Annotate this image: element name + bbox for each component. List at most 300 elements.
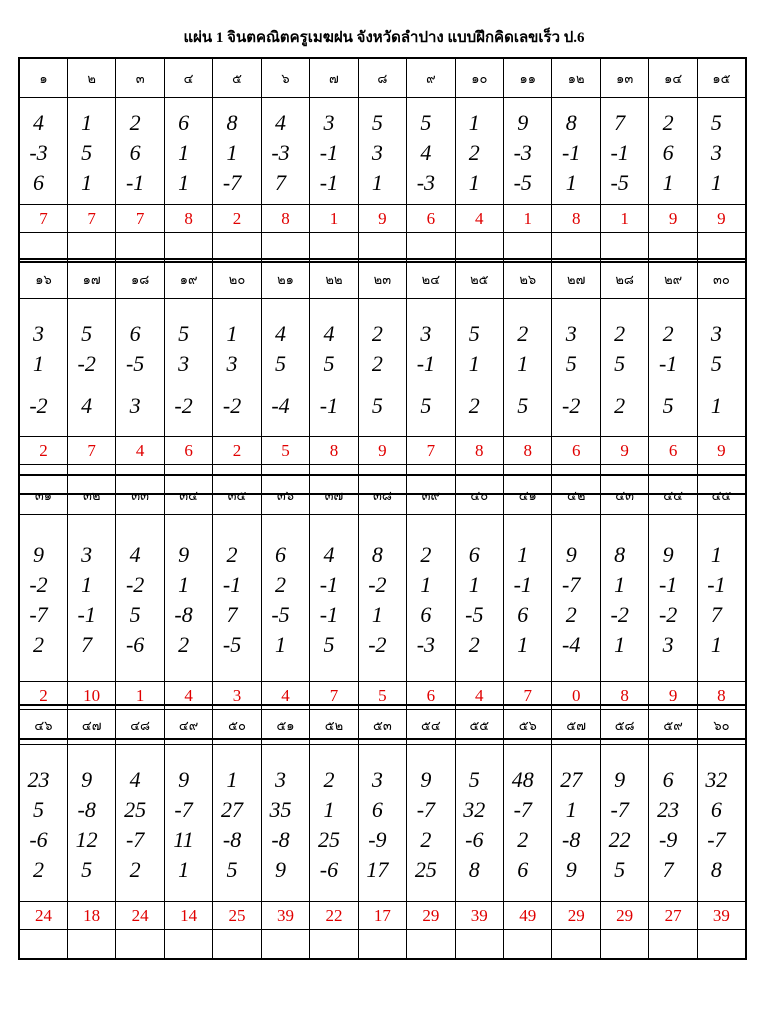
blank-cell: [310, 930, 358, 960]
operand: 9: [178, 767, 190, 792]
operand: 2: [662, 110, 674, 135]
numbers-row: [19, 299, 746, 437]
problem-number: ๓๗: [310, 475, 358, 515]
problem-number: ๔: [164, 58, 212, 98]
problem-number: ๕๓: [358, 705, 406, 745]
problem-numbers: [116, 299, 164, 437]
operand: -7: [29, 602, 48, 627]
operand: 2: [662, 320, 674, 346]
operand: 8: [468, 857, 480, 882]
operand: -8: [562, 827, 581, 852]
operand: 3: [662, 632, 674, 657]
answer: 7: [67, 205, 115, 233]
operand: -1: [319, 602, 339, 627]
operand: 5: [371, 392, 383, 418]
operand: 5: [565, 350, 577, 376]
problem-numbers: [358, 98, 406, 205]
operand: 6: [468, 542, 480, 567]
problem-numbers: [600, 299, 648, 437]
answer: 39: [697, 902, 746, 930]
operand: -2: [610, 602, 629, 627]
problem-number: ๕๒: [310, 705, 358, 745]
problem-numbers: [116, 98, 164, 205]
operand: 1: [710, 170, 722, 195]
problem-number: ๔๑: [504, 475, 552, 515]
operand: 5: [81, 140, 93, 165]
problem-numbers: [649, 299, 697, 437]
answer: 8: [310, 437, 358, 465]
problem-number: ๑๒: [552, 58, 600, 98]
answer: 3: [213, 682, 261, 710]
operand: 5: [468, 320, 480, 346]
operand: 1: [420, 572, 432, 597]
operand: -8: [174, 602, 193, 627]
operand: 3: [274, 767, 286, 792]
operand: 5: [323, 350, 335, 376]
problem-number: ๓๙: [407, 475, 455, 515]
operand: -3: [29, 140, 48, 165]
operand: 5: [710, 110, 722, 135]
operand: 25: [124, 797, 147, 822]
operand: 6: [129, 140, 141, 165]
problem-numbers: [407, 299, 455, 437]
operand: 11: [173, 827, 194, 852]
operand: 1: [468, 572, 480, 597]
problem-numbers: [213, 299, 261, 437]
answer: 8: [552, 205, 600, 233]
blank-cell: [455, 930, 503, 960]
blank-cell: [552, 930, 600, 960]
operand: -7: [125, 827, 145, 852]
problem-numbers: [649, 98, 697, 205]
problem-number: ๕๐: [213, 705, 261, 745]
operand: 7: [710, 602, 722, 627]
problem-numbers: [455, 745, 503, 902]
problem-numbers: [164, 299, 212, 437]
problem-numbers: [358, 515, 406, 682]
problem-numbers: [407, 515, 455, 682]
problem-numbers: [552, 515, 600, 682]
problem-number: ๓๔: [164, 475, 212, 515]
problem-number: ๔๒: [552, 475, 600, 515]
problem-numbers: [455, 515, 503, 682]
problem-numbers: [600, 98, 648, 205]
operand: -1: [707, 572, 726, 597]
operand: -2: [174, 392, 193, 418]
answer: 4: [261, 682, 309, 710]
operand: -9: [368, 827, 387, 852]
answer: 7: [67, 437, 115, 465]
problem-numbers: [67, 515, 115, 682]
operand: 5: [468, 767, 480, 792]
operand: 2: [420, 827, 432, 852]
operand: 2: [420, 542, 432, 567]
problem-numbers: [649, 515, 697, 682]
operand: 2: [129, 857, 141, 882]
operand: 4: [323, 542, 335, 567]
problem-number: ๒๙: [649, 259, 697, 299]
operand: -7: [562, 572, 581, 597]
operand: 9: [32, 542, 44, 567]
problem-number: ๑๖: [19, 259, 67, 299]
operand: 2: [178, 632, 190, 657]
operand: 3: [371, 140, 383, 165]
answer: 27: [649, 902, 697, 930]
operand: 2: [371, 350, 383, 376]
operand: 25: [317, 827, 340, 852]
problem-numbers: [310, 515, 358, 682]
operand: 4: [323, 320, 335, 346]
operand: 3: [323, 110, 335, 135]
operand: 1: [710, 632, 722, 657]
operand: 4: [129, 542, 141, 567]
problem-number: ๖: [261, 58, 309, 98]
operand: 5: [420, 392, 432, 418]
answer: 6: [649, 437, 697, 465]
operand: 3: [129, 392, 141, 418]
operand: 12: [75, 827, 98, 852]
operand: 8: [614, 542, 626, 567]
blank-cell: [261, 930, 309, 960]
answer: 9: [358, 205, 406, 233]
problem-numbers: [697, 515, 746, 682]
problem-numbers: [407, 98, 455, 205]
blank-cell: [697, 930, 746, 960]
operand: 4: [420, 140, 432, 165]
blank-row: [19, 930, 746, 960]
problem-number: ๔๕: [697, 475, 746, 515]
problem-number: ๕๗: [552, 705, 600, 745]
operand: 5: [662, 392, 674, 418]
problem-numbers: [213, 745, 261, 902]
operand: 3: [226, 350, 238, 376]
problem-number: ๕๘: [600, 705, 648, 745]
operand: 1: [226, 767, 238, 792]
blank-cell: [358, 930, 406, 960]
operand: 8: [710, 857, 722, 882]
operand: 7: [662, 857, 674, 882]
problem-number: ๓๘: [358, 475, 406, 515]
problem-number: ๓: [116, 58, 164, 98]
answer: 24: [116, 902, 164, 930]
answers-row: [19, 437, 746, 465]
operand: 5: [323, 632, 335, 657]
problem-number: ๔๘: [116, 705, 164, 745]
problem-number: ๑๐: [455, 58, 503, 98]
operand: -3: [513, 140, 532, 165]
operand: -7: [707, 827, 726, 852]
answer: 29: [552, 902, 600, 930]
problem-numbers: [164, 515, 212, 682]
answer: 6: [164, 437, 212, 465]
operand: -3: [271, 140, 290, 165]
operand: 3: [81, 542, 93, 567]
operand: 1: [565, 797, 577, 822]
operand: 4: [129, 767, 141, 792]
operand: 6: [662, 767, 674, 792]
problem-numbers: [67, 745, 115, 902]
operand: -1: [513, 572, 532, 597]
operand: 5: [81, 320, 93, 346]
problem-number: ๕๔: [407, 705, 455, 745]
answer: 7: [116, 205, 164, 233]
operand: 1: [81, 110, 93, 135]
problem-numbers: [19, 515, 67, 682]
operand: 5: [274, 350, 286, 376]
problem-number: ๕๕: [455, 705, 503, 745]
operand: -1: [222, 572, 242, 597]
answer: 6: [407, 682, 455, 710]
operand: -1: [125, 170, 145, 195]
operand: 1: [710, 392, 722, 418]
operand: 2: [468, 632, 480, 657]
answer: 6: [552, 437, 600, 465]
operand: 6: [178, 110, 190, 135]
operand: 2: [371, 320, 383, 346]
operand: 9: [517, 110, 529, 135]
problem-number: ๒๒: [310, 259, 358, 299]
operand: 1: [517, 350, 529, 376]
operand: 1: [468, 110, 480, 135]
operand: 9: [614, 767, 626, 792]
problem-number: ๑๔: [649, 58, 697, 98]
operand: -2: [77, 350, 96, 376]
operand: -1: [319, 572, 339, 597]
answer: 17: [358, 902, 406, 930]
problem-numbers: [600, 515, 648, 682]
operand: 1: [614, 572, 626, 597]
operand: -6: [465, 827, 484, 852]
operand: 6: [662, 140, 674, 165]
operand: 6: [517, 857, 529, 882]
answer: 7: [310, 682, 358, 710]
answer: 0: [552, 682, 600, 710]
problem-number: ๑: [19, 58, 67, 98]
answer: 9: [697, 205, 746, 233]
operand: -5: [271, 602, 290, 627]
problem-numbers: [310, 299, 358, 437]
operand: 1: [178, 857, 190, 882]
operand: 27: [560, 767, 583, 792]
problem-numbers: [697, 98, 746, 205]
problem-number: ๒๖: [504, 259, 552, 299]
problem-number: ๒๘: [600, 259, 648, 299]
operand: 6: [517, 602, 529, 627]
problem-numbers: [310, 98, 358, 205]
operand: -7: [610, 797, 629, 822]
problem-number: ๑๗: [67, 259, 115, 299]
operand: -2: [368, 572, 387, 597]
operand: 4: [274, 320, 286, 346]
answer: 8: [164, 205, 212, 233]
operand: 1: [710, 542, 722, 567]
operand: 2: [614, 392, 626, 418]
answer: 22: [310, 902, 358, 930]
answer: 1: [116, 682, 164, 710]
operand: 5: [371, 110, 383, 135]
problem-number: ๒๓: [358, 259, 406, 299]
operand: -4: [562, 632, 581, 657]
operand: 5: [81, 857, 93, 882]
problem-block-3: [18, 474, 747, 740]
operand: 6: [420, 602, 432, 627]
operand: 1: [81, 572, 93, 597]
operand: 3: [710, 320, 722, 346]
operand: 1: [371, 170, 383, 195]
operand: 1: [226, 140, 238, 165]
operand: -1: [658, 572, 678, 597]
operand: -7: [174, 797, 193, 822]
operand: 8: [371, 542, 383, 567]
operand: -1: [319, 392, 339, 418]
operand: -3: [416, 170, 436, 195]
operand: 7: [81, 632, 93, 657]
header-row: [19, 475, 746, 515]
answer: 8: [600, 682, 648, 710]
operand: 7: [226, 602, 238, 627]
operand: 2: [323, 767, 335, 792]
operand: 25: [414, 857, 437, 882]
operand: -2: [368, 632, 387, 657]
problem-numbers: [19, 745, 67, 902]
operand: 6: [274, 542, 286, 567]
problem-number: ๑๕: [697, 58, 746, 98]
header-row: [19, 705, 746, 745]
problem-number: ๔๔: [649, 475, 697, 515]
operand: 1: [614, 632, 626, 657]
operand: 8: [226, 110, 238, 135]
blank-cell: [407, 930, 455, 960]
operand: -2: [658, 602, 678, 627]
problem-numbers: [358, 299, 406, 437]
operand: 7: [614, 110, 626, 135]
operand: -5: [610, 170, 629, 195]
answer: 7: [19, 205, 67, 233]
problem-numbers: [261, 745, 309, 902]
problem-number: ๑๑: [504, 58, 552, 98]
operand: 3: [565, 320, 577, 346]
operand: 2: [274, 572, 286, 597]
operand: 1: [178, 572, 190, 597]
operand: -1: [658, 350, 678, 376]
operand: -8: [222, 827, 242, 852]
operand: -6: [319, 857, 339, 882]
operand: 5: [710, 350, 722, 376]
problem-numbers: [552, 299, 600, 437]
operand: 1: [468, 170, 480, 195]
problem-number: ๕๖: [504, 705, 552, 745]
operand: 5: [420, 110, 432, 135]
operand: -9: [658, 827, 678, 852]
operand: 2: [468, 140, 480, 165]
operand: 6: [32, 170, 44, 195]
operand: 32: [463, 797, 486, 822]
problem-numbers: [67, 98, 115, 205]
answer: 2: [19, 682, 67, 710]
answers-row: [19, 205, 746, 233]
operand: 2: [226, 542, 238, 567]
answer: 2: [213, 205, 261, 233]
blank-cell: [600, 930, 648, 960]
problem-numbers: [600, 745, 648, 902]
operand: 48: [511, 767, 534, 792]
problem-numbers: [358, 745, 406, 902]
operand: 1: [274, 632, 286, 657]
operand: -1: [319, 140, 339, 165]
answer: 5: [358, 682, 406, 710]
operand: -2: [29, 392, 48, 418]
answer: 7: [407, 437, 455, 465]
operand: -1: [610, 140, 629, 165]
problem-number: ๒๐: [213, 259, 261, 299]
operand: -7: [513, 797, 532, 822]
problem-numbers: [213, 515, 261, 682]
answer: 1: [600, 205, 648, 233]
problem-numbers: [164, 745, 212, 902]
operand: 2: [468, 392, 480, 418]
header-row: [19, 259, 746, 299]
answer: 9: [649, 205, 697, 233]
answer: 4: [455, 682, 503, 710]
answer: 9: [358, 437, 406, 465]
problem-numbers: [261, 515, 309, 682]
operand: 3: [420, 320, 432, 346]
operand: 2: [32, 857, 44, 882]
problem-number: ๓๕: [213, 475, 261, 515]
problem-number: ๑๙: [164, 259, 212, 299]
blank-cell: [213, 930, 261, 960]
blank-cell: [67, 930, 115, 960]
operand: -5: [222, 632, 242, 657]
problem-numbers: [407, 745, 455, 902]
operand: 9: [662, 542, 674, 567]
operand: 23: [657, 797, 680, 822]
answer: 14: [164, 902, 212, 930]
operand: 4: [274, 110, 286, 135]
operand: -6: [29, 827, 48, 852]
problem-number: ๑๘: [116, 259, 164, 299]
operand: 5: [178, 320, 190, 346]
answer: 8: [455, 437, 503, 465]
operand: 5: [129, 602, 141, 627]
operand: 17: [366, 857, 389, 882]
problem-numbers: [164, 98, 212, 205]
problem-number: ๕: [213, 58, 261, 98]
problem-number: ๓๓: [116, 475, 164, 515]
operand: 9: [178, 542, 190, 567]
operand: 6: [710, 797, 722, 822]
operand: 3: [371, 767, 383, 792]
problem-numbers: [310, 745, 358, 902]
operand: -2: [125, 572, 145, 597]
operand: -7: [416, 797, 436, 822]
answer: 1: [310, 205, 358, 233]
blank-cell: [649, 930, 697, 960]
operand: 1: [226, 320, 238, 346]
problem-number: ๓๑: [19, 475, 67, 515]
operand: 1: [517, 632, 529, 657]
operand: 3: [32, 320, 44, 346]
operand: 9: [81, 767, 93, 792]
operand: -4: [271, 392, 290, 418]
problem-numbers: [213, 98, 261, 205]
operand: 1: [178, 170, 190, 195]
answer: 9: [697, 437, 746, 465]
operand: -5: [125, 350, 145, 376]
problem-number: ๕๑: [261, 705, 309, 745]
blank-cell: [504, 930, 552, 960]
operand: 1: [323, 797, 335, 822]
